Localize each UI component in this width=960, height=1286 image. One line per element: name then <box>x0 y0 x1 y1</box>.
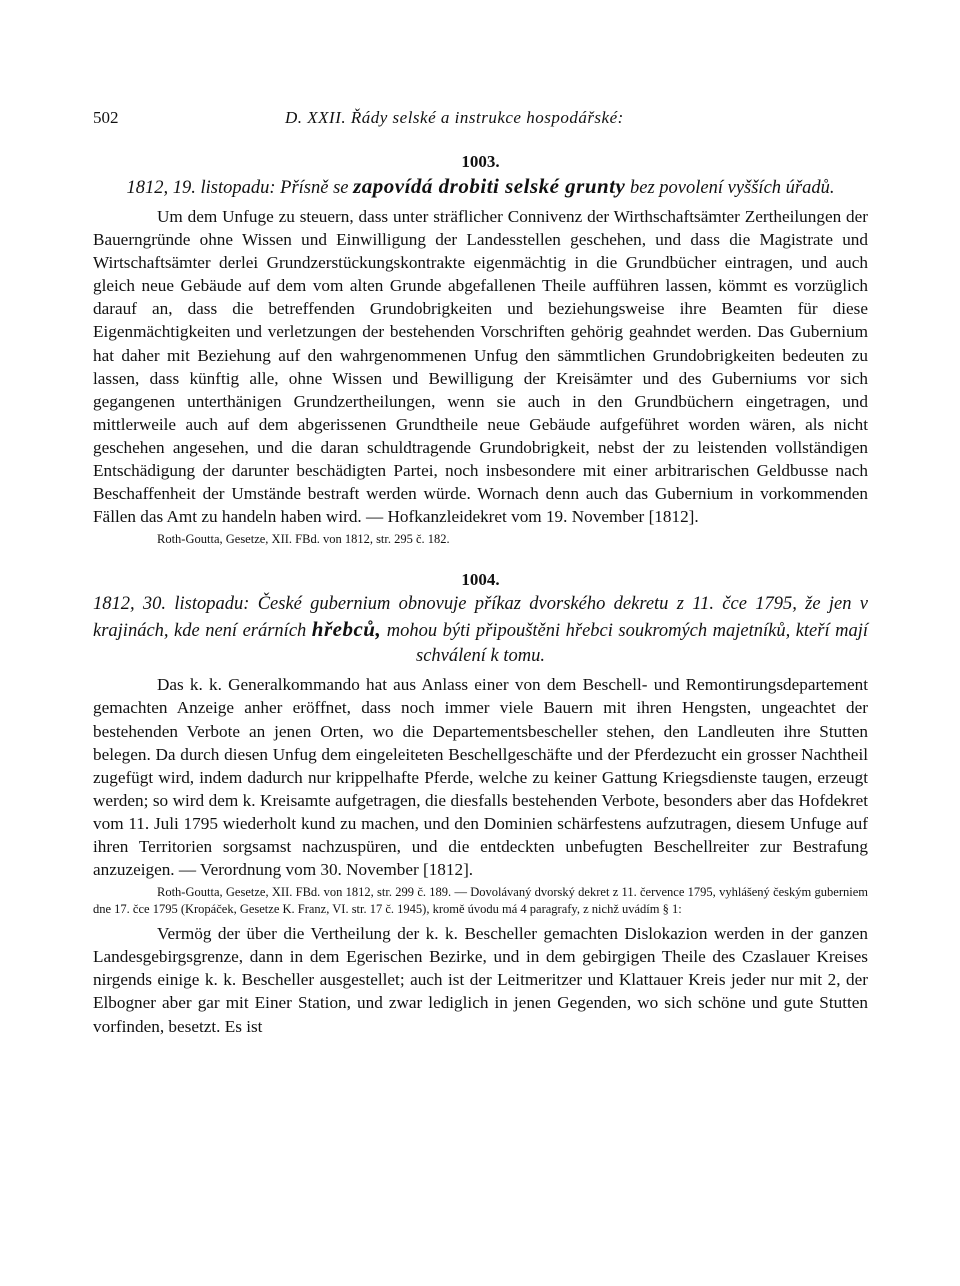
document-page <box>93 108 868 1038</box>
heading-text: bez povolení vyšších úřadů. <box>625 178 835 198</box>
entry-body: Um dem Unfuge zu steuern, dass unter sträflicher Connivenz der Wirthschaftsämter Zertheilungen der Bauerngründe ohne Wissen und Einwilligung der Landesstellen geschehen, und dass die Magistrate und Wirtschaftsämter derlei Grundzerstückungskontrakte eigenmächtig in die Grundbücher eintragen, und auch gleich neue Gebäude auf dem vom alten Grunde abgefallenen Theile aufführen lassen, kömmt es vorzüglich darauf an, dass die betreffenden Grundobrigkeiten und beziehungsweise ihre Beamten für diese Eigenmächtigkeiten und verletzungen der bestehenden Vorschriften gehörig geahndet werden. Das Gubernium hat daher mit Beziehung auf den wahrgenommenen Unfug den sämmtlichen Grundobrigkeiten bedeuten zu lassen, dass künftig alle, ohne Wissen und Bewilligung der Kreisämter und des Guberniums vor sich gegangenen unterthänigen Grundzertheilungen, wenn sie auch in den Grundbüchern eingetragen, und mittlerweile auch auf dem abgerissenen Grundtheile neue Gebäude aufgeführet worden wären, als nicht geschehen angesehen, und die daran schuldtragende Grundobrigkeit, nebst der zu leistenden vollständigen Entschädigung der darunter beschädigten Partei, noch insbesondere mit einer arbitrarischen Geldbusse nach Beschaffenheit der Umstände bestraft werden würde. Wornach denn auch das Gubernium in vorkommenden Fällen das Amt zu handeln haben wird. — Hofkanzleidekret vom 19. November [1812]. <box>93 207 868 527</box>
entry-number: 1004. <box>461 570 500 590</box>
page-number: 502 <box>93 108 119 127</box>
heading-text: mohou býti připouštěni hřebci soukromých majetníků, kteří mají schválení k tomu. <box>381 621 869 667</box>
entry-heading <box>93 174 868 201</box>
heading-text: 1812, 30. listopadu: České gubernium obnovuje příkaz dvorského dekretu z 11. čce 1795, že jen v krajinách, kde není erárních <box>93 594 868 642</box>
entry-source: Roth-Goutta, Gesetze, XII. FBd. von 1812, str. 295 č. 182. <box>157 532 450 547</box>
running-header <box>93 108 868 138</box>
heading-text: 1812, 19. listopadu: Přísně se <box>126 178 354 198</box>
entry-number: 1003. <box>461 152 500 171</box>
entry-body: Das k. k. Generalkommando hat aus Anlass einer von dem Beschell- und Remontirungsdepartement gemachten Anzeige anher eröffnet, dass noch immer viele Bauern mit ihren Hengsten, ungeachtet der bestehenden Verbote an jenen Orten, wo die Departementsbescheller stehen, den Landleuten ihre Stutten belegen. Da durch diesen Unfug dem eingeleiteten Beschellgeschäfte und der Pferdezucht ein grosser Nachtheil zugefügt wird, indem dadurch nur krippelhafte Pferde, welche zu keiner Gattung Kriegsdienste taugen, erzeugt werden; so wird dem k. Kreisamte aufgetragen, die diesfalls bestehenden Verbote, besonders aber das Hofdekret vom 11. Juli 1795 wiederholt kund zu machen, und den Dominien schärfestens aufzutragen, diesem Unfuge auf ihren Territorien sorgsamst nachzuspüren, und die entdeckten unbefugten Beschellreiter zur Bestrafung anzuzeigen. — Verordnung vom 30. November [1812]. <box>93 675 868 880</box>
entry-source: Roth-Goutta, Gesetze, XII. FBd. von 1812, str. 299 č. 189. — Dovolávaný dvorský dekret z 11. července 1795, vyhlášený českým guberniem dne 17. čce 1795 (Kropáček, Gesetze K. Franz, VI. str. 17 č. 1945), kromě úvodu má 4 paragrafy, z nichž uvádím § 1: <box>93 885 868 917</box>
entry-separator <box>93 548 868 556</box>
running-title: D. XXII. Řády selské a instrukce hospodářské: <box>285 108 624 127</box>
heading-emphasis: zapovídá drobiti selské grunty <box>353 174 626 198</box>
entry-quoted-text: Vermög der über die Vertheilung der k. k. Bescheller gemachten Dislokazion werden in der ganzen Landesgebirgsgrenze, dann in dem Egerischen Bezirke, und in dem gebirgigen Theile des Czaslauer Kreises nirgends einige k. k. Bescheller ausgestellet; auch ist der Leitmeritzer und Klattauer Kreis jeder nur mit 2, der Elbogner aber gar mit Einer Station, und zwar lediglich in jenen Gegenden, wo sich schöne und gute Stutten vorfinden, besetzt. Es ist <box>93 924 868 1036</box>
entry-heading <box>93 592 868 669</box>
heading-emphasis: hřebců, <box>311 617 382 642</box>
